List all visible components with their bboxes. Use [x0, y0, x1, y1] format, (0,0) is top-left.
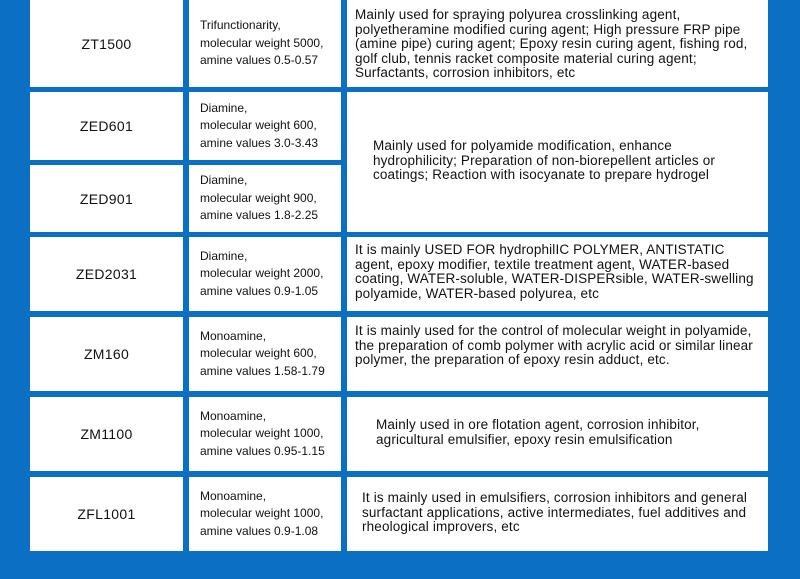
- model-name: ZM1100: [80, 426, 133, 442]
- spec-cell: [189, 0, 341, 87]
- spec-line: amine values 0.95-1.15: [200, 443, 325, 458]
- spec-line: Monoamine,: [200, 328, 267, 343]
- model-cell: [30, 0, 183, 87]
- spec-line: molecular weight 600,: [200, 346, 317, 361]
- model-cell: [30, 477, 183, 551]
- spec-cell: [189, 165, 341, 232]
- use-cell: [347, 477, 768, 551]
- spec-line: molecular weight 900,: [200, 190, 317, 205]
- model-name: ZED901: [79, 190, 134, 207]
- spec-cell: [189, 397, 341, 471]
- spec-cell: [189, 317, 341, 391]
- model-name: ZED601: [79, 118, 134, 134]
- spec-line: Trifunctionarity,: [200, 18, 281, 33]
- model-cell: [30, 397, 183, 471]
- spec-line: Diamine,: [200, 248, 248, 263]
- spec-line: molecular weight 5000,: [200, 35, 324, 50]
- use-cell: [347, 0, 768, 87]
- spec-line: Diamine,: [200, 100, 248, 115]
- use-text: It is mainly used for the control of molecular weight in polyamide, the preparation of comb polymer with acrylic acid or similar linear polymer, the preparation of epoxy resin adduct, etc.: [355, 323, 753, 367]
- use-text: It is mainly USED FOR hydrophilIC POLYMER, ANTISTATIC agent, epoxy modifier, textile treatment agent, WATER-based coating, WATER-soluble, WATER-DISPERsible, WATER-swelling polyamide, WATER-based polyurea, etc: [355, 242, 754, 301]
- model-name: ZFL1001: [77, 506, 136, 522]
- spec-line: amine values 0.9-1.08: [200, 523, 319, 538]
- use-text: Mainly used for spraying polyurea crosslinking agent, polyetheramine modified curing agent; High pressure FRP pipe (amine pipe) curing agent; Epoxy resin curing agent, fishing rod, golf club, tennis racket composite material curing agent; Surfactants, corrosion inhibitors, etc: [355, 7, 748, 80]
- spec-line: amine values 3.0-3.43: [200, 135, 319, 150]
- spec-cell: [189, 477, 341, 551]
- use-cell: [347, 92, 768, 232]
- model-cell: [30, 92, 183, 160]
- spec-line: Monoamine,: [200, 408, 267, 423]
- spec-line: molecular weight 1000,: [200, 506, 324, 521]
- spec-line: Monoamine,: [200, 488, 267, 503]
- spec-line: amine values 0.9-1.05: [200, 283, 319, 298]
- spec-line: molecular weight 1000,: [200, 426, 324, 441]
- use-text: It is mainly used in emulsifiers, corrosion inhibitors and general surfactant applications, active intermediates, fuel additives and rheological improvers, etc: [362, 490, 748, 534]
- model-cell: [30, 165, 183, 232]
- spec-line: amine values 0.5-0.57: [200, 53, 319, 68]
- use-cell: [347, 237, 768, 311]
- spec-line: molecular weight 2000,: [200, 266, 324, 281]
- use-text: Mainly used in ore flotation agent, corrosion inhibitor, agricultural emulsifier, epoxy resin emulsification: [376, 417, 700, 447]
- model-name: ZT1500: [81, 35, 132, 52]
- spec-line: Diamine,: [200, 173, 248, 188]
- use-cell: [347, 397, 768, 471]
- spec-line: amine values 1.58-1.79: [200, 363, 325, 378]
- use-cell: [347, 317, 768, 391]
- model-name: ZED2031: [75, 266, 138, 282]
- spec-cell: [189, 92, 341, 160]
- model-cell: [30, 317, 183, 391]
- model-cell: [30, 237, 183, 311]
- spec-line: amine values 1.8-2.25: [200, 208, 319, 223]
- spec-cell: [189, 237, 341, 311]
- spec-line: molecular weight 600,: [200, 118, 317, 133]
- model-name: ZM160: [83, 346, 130, 362]
- use-text: Mainly used for polyamide modification, enhance hydrophilicity; Preparation of non-biorepellent articles or coatings; Reaction with isocyanate to prepare hydrogel: [373, 138, 716, 182]
